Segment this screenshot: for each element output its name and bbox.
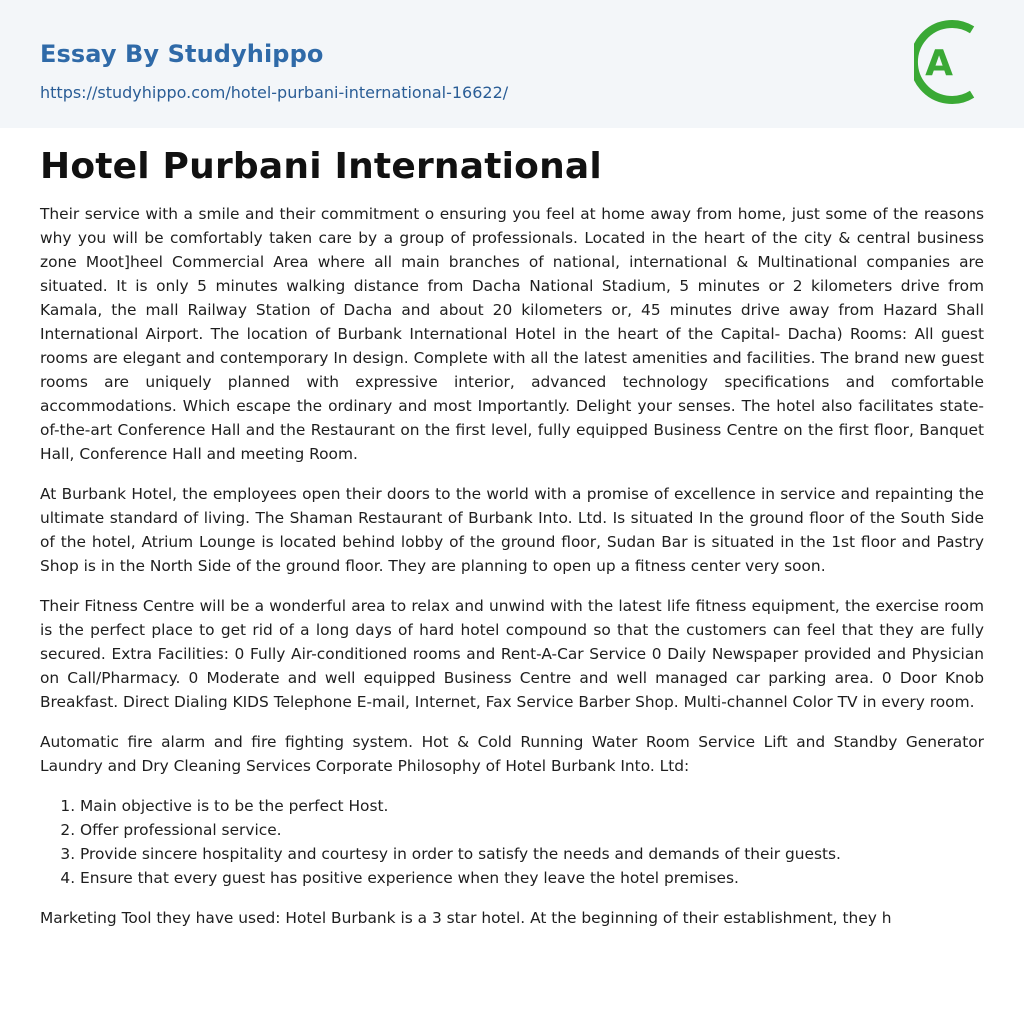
paragraph-intro: Their service with a smile and their commitment o ensuring you feel at home away from home, just some of the reasons why you will be comfortably taken care by a group of professionals. Located in the heart of the city & central business zone Moot]heel Commercial Area where all main branches of national, international & Multinational companies are situated. It is only 5 minutes walking distance from Dacha National Stadium, 5 minutes or 2 kilometers drive from Kamala, the mall Railway Station of Dacha and about 20 kilometers or, 45 minutes drive away from Hazard Shall International Airport. The location of Burbank International Hotel in the heart of the Capital- Dacha) Rooms: All guest rooms are elegant and contemporary In design. Complete with all the latest amenities and facilities. The brand new guest rooms are uniquely planned with expressive interior, advanced technology specifications and comfortable accommodations. Which escape the ordinary and most Importantly. Delight your senses. The hotel also facilitates state-of-the-art Conference Hall and the Restaurant on the first level, fully equipped Business Centre on the first floor, Banquet Hall, Conference Hall and meeting Room. [40, 205, 984, 463]
list-item: 2. Offer professional service. [80, 818, 984, 842]
article-body [0, 128, 1024, 930]
paragraph-marketing: Marketing Tool they have used: Hotel Burbank is a 3 star hotel. At the beginning of their establishment, they h [40, 909, 892, 927]
paragraph-fitness: Their Fitness Centre will be a wonderful area to relax and unwind with the latest life fitness equipment, the exercise room is the perfect place to get rid of a long days of hard hotel compound so that the customers can feel that they are fully secured. Extra Facilities: 0 Fully Air-conditioned rooms and Rent-A-Car Service 0 Daily Newspaper provided and Physician on Call/Pharmacy. 0 Moderate and well equipped Business Centre and well managed car parking area. 0 Door Knob Breakfast. Direct Dialing KIDS Telephone E-mail, Internet, Fax Service Barber Shop. Multi-channel Color TV in every room. [40, 597, 984, 711]
page-title: Hotel Purbani International [40, 146, 602, 187]
paragraph-facilities: Automatic fire alarm and fire fighting system. Hot & Cold Running Water Room Service Lift and Standby Generator Laundry and Dry Cleaning Services Corporate Philosophy of Hotel Burbank Into. Ltd: [40, 733, 984, 775]
list-item: 4. Ensure that every guest has positive experience when they leave the hotel premises. [80, 866, 984, 890]
essay-url-link[interactable]: https://studyhippo.com/hotel-purbani-international-16622/ [40, 83, 509, 102]
list-item: 3. Provide sincere hospitality and courtesy in order to satisfy the needs and demands of their guests. [80, 842, 984, 866]
studyhippo-logo-icon[interactable] [914, 19, 986, 105]
philosophy-list [40, 794, 984, 890]
brand-title[interactable]: Essay By Studyhippo [40, 40, 324, 68]
list-item: 1. Main objective is to be the perfect Host. [80, 794, 984, 818]
logo-letter: A [925, 43, 953, 84]
paragraph-employees: At Burbank Hotel, the employees open their doors to the world with a promise of excellence in service and repainting the ultimate standard of living. The Shaman Restaurant of Burbank Into. Ltd. Is situated In the ground floor of the South Side of the hotel, Atrium Lounge is located behind lobby of the ground floor, Sudan Bar is situated in the 1st floor and Pastry Shop is in the North Side of the ground floor. They are planning to open up a fitness center very soon. [40, 485, 984, 575]
site-header [0, 0, 1024, 128]
